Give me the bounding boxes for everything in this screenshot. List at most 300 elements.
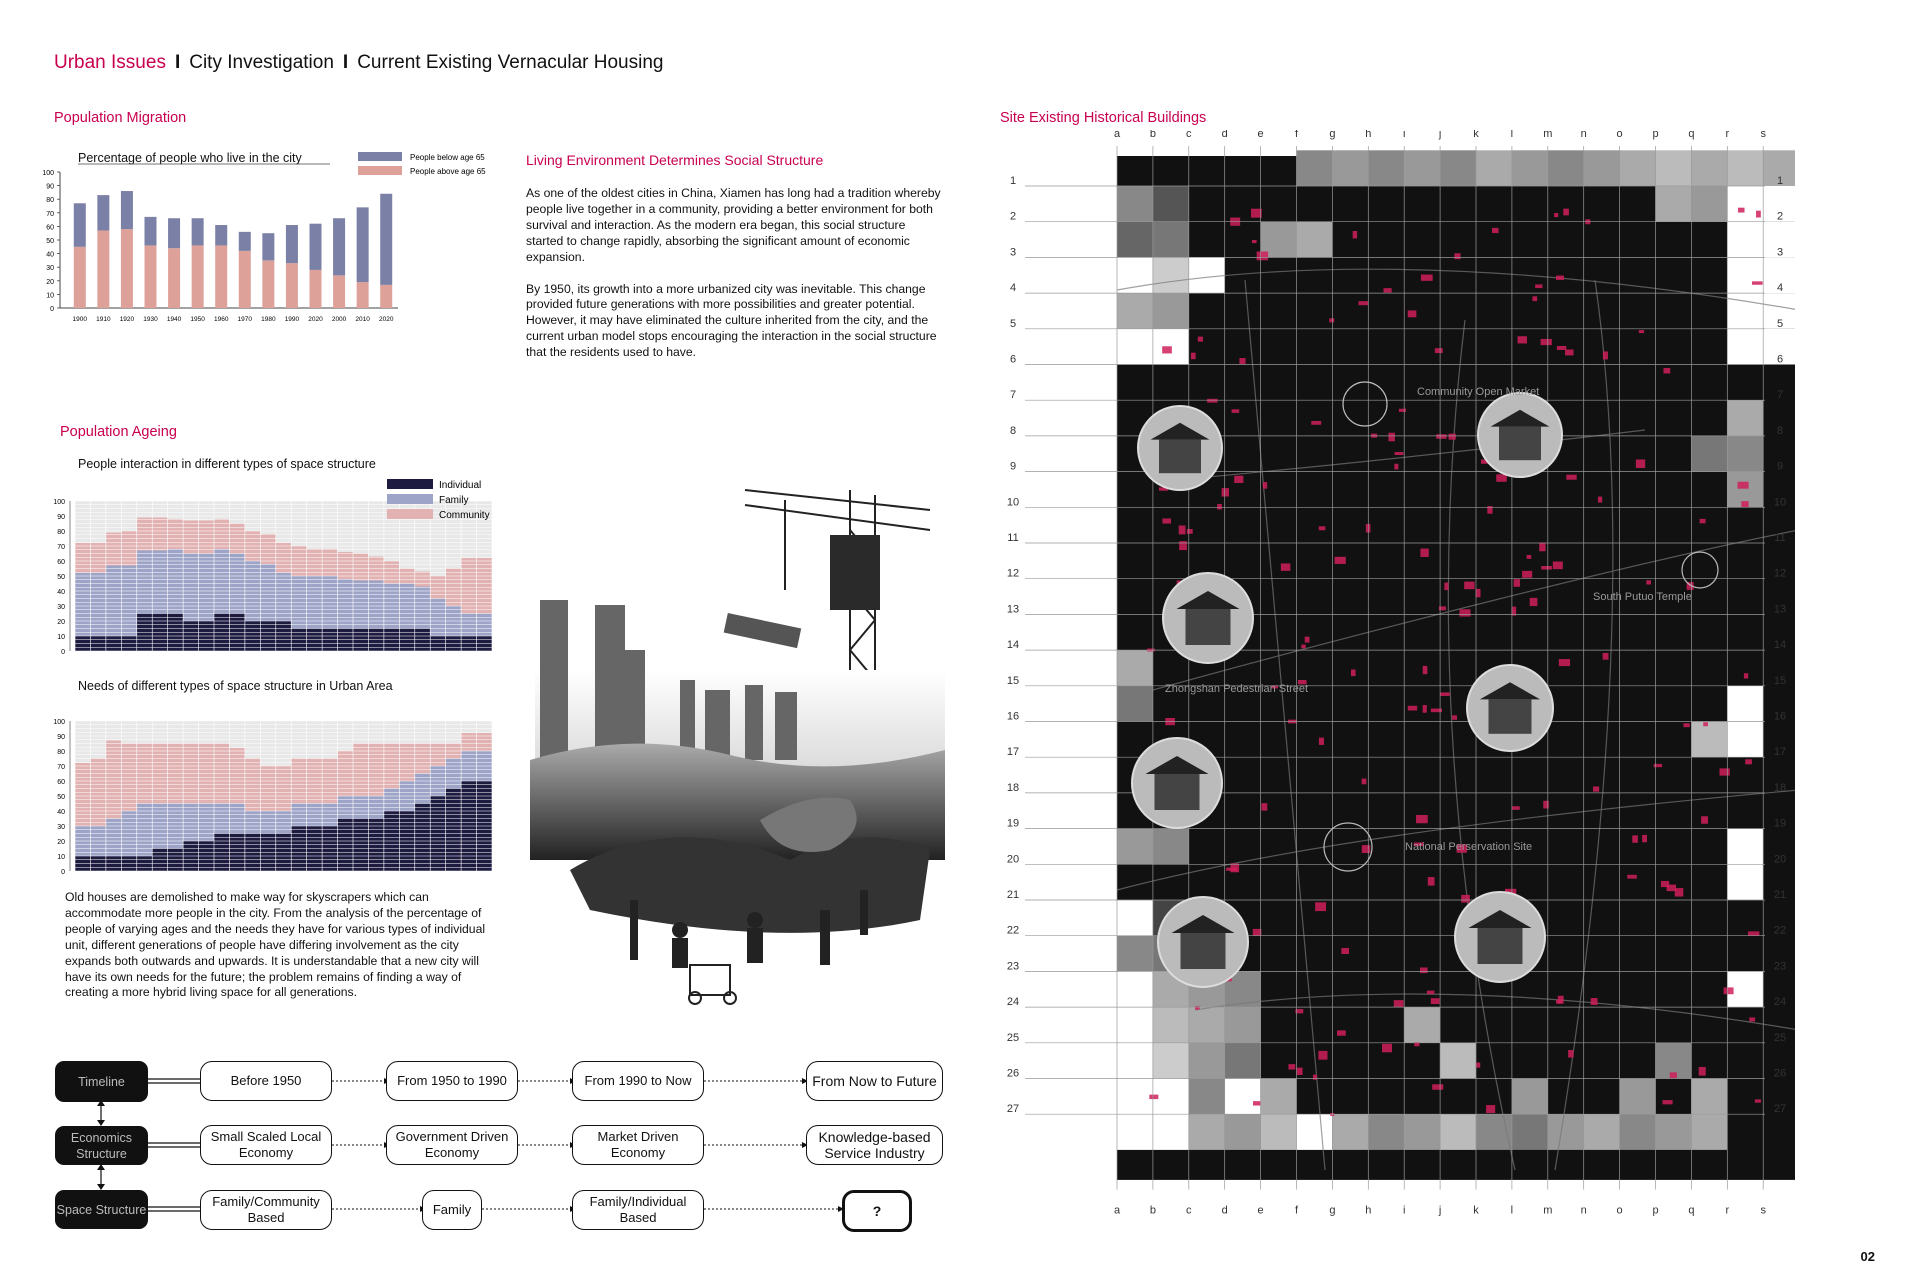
map-grid-cell xyxy=(1189,1007,1225,1043)
y-tick-label: 40 xyxy=(57,589,65,596)
area-cell-community xyxy=(121,531,136,566)
area-cell-family xyxy=(152,551,167,614)
area-cell-empty xyxy=(106,501,121,533)
map-grid-cell xyxy=(1117,936,1153,972)
area-cell-community xyxy=(229,748,244,804)
y-tick-label: 60 xyxy=(46,224,54,232)
bar-below-65 xyxy=(168,218,180,248)
y-tick-label: 10 xyxy=(46,292,54,300)
y-tick-label: 0 xyxy=(50,306,54,313)
economics-market: Market Driven Economy xyxy=(572,1125,704,1165)
row-label-right: 9 xyxy=(1776,460,1784,473)
historical-building-photo xyxy=(1478,393,1562,477)
column-label-top: e xyxy=(1257,130,1264,140)
bar-above-65 xyxy=(286,263,298,308)
row-label-left: 20 xyxy=(1006,853,1020,866)
area-cell-empty xyxy=(477,721,492,733)
map-grid-cell xyxy=(1153,186,1189,222)
bar-below-65 xyxy=(262,233,274,260)
map-grid-cell xyxy=(1117,1079,1153,1115)
map-grid-cell xyxy=(1261,1079,1297,1115)
historical-building-photo xyxy=(1158,897,1248,987)
bar-above-65 xyxy=(121,229,133,308)
y-tick-label: 80 xyxy=(57,529,65,536)
map-grid-cell xyxy=(1656,186,1692,222)
bar-above-65 xyxy=(262,260,274,308)
row-label-right: 2 xyxy=(1776,210,1784,223)
map-grid-cell xyxy=(1153,829,1189,865)
y-tick-label: 100 xyxy=(53,499,65,506)
ageing-paragraph: Old houses are demolished to make way for skyscrapers which can accommodate more people in the city. From the analysis of the percentage of people of varying ages and the needs they have for various types of individual unit, different generations of people have differing involvement as the city expands both outwards and upwards. It is understandable that a new city will have its own needs for the future; the problem remains of finding a way of creating a more hybrid living space for all generations. xyxy=(65,890,486,1000)
economics-small-scaled: Small Scaled Local Economy xyxy=(200,1125,332,1165)
economics-knowledge: Knowledge-based Service Industry xyxy=(806,1125,943,1165)
breadcrumb-city-investigation: City Investigation xyxy=(189,52,334,73)
migration-bar-chart xyxy=(30,145,510,400)
migration-chart-title: Percentage of people who live in the city xyxy=(78,151,302,165)
area-cell-family xyxy=(214,549,229,614)
bar-above-65 xyxy=(97,230,109,308)
legend-label-above-65: People above age 65 xyxy=(410,167,486,176)
y-tick-label: 70 xyxy=(57,544,65,551)
legend-label-community: Community xyxy=(439,510,490,521)
row-label-right: 5 xyxy=(1776,317,1784,330)
map-grid-cell xyxy=(1620,150,1656,186)
bar-above-65 xyxy=(74,247,86,308)
bar-below-65 xyxy=(286,225,298,263)
area-cell-community xyxy=(183,521,198,554)
map-grid-cell xyxy=(1548,150,1584,186)
area-cell-empty xyxy=(199,501,214,521)
map-grid-cell xyxy=(1189,1043,1225,1079)
page-number: 02 xyxy=(1860,1249,1875,1264)
row-label-right: 20 xyxy=(1773,853,1787,866)
cell-grid-lines xyxy=(75,721,492,871)
legend-label-individual: Individual xyxy=(439,480,482,491)
map-grid-cell xyxy=(1584,150,1620,186)
map-grid-cell xyxy=(1153,293,1189,329)
column-label-top: a xyxy=(1113,130,1121,140)
x-tick-label: 1920 xyxy=(119,316,135,323)
population-migration-heading: Population Migration xyxy=(54,110,187,126)
legend-swatch-family xyxy=(387,494,433,504)
y-tick-label: 50 xyxy=(46,238,54,245)
column-label-top: q xyxy=(1688,130,1695,140)
column-label-top: s xyxy=(1760,130,1766,140)
map-grid-cell xyxy=(1440,1114,1476,1150)
map-grid-cell xyxy=(1404,150,1440,186)
historical-building-photo xyxy=(1163,573,1253,663)
y-tick-label: 90 xyxy=(57,514,65,521)
x-tick-label: 2020 xyxy=(378,316,394,323)
column-label-bottom: k xyxy=(1473,1204,1479,1217)
legend-swatch-above-65 xyxy=(358,166,402,175)
x-tick-label: 1900 xyxy=(72,316,88,323)
map-grid-cell xyxy=(1476,150,1512,186)
area-cell-empty xyxy=(276,501,291,543)
area-cell-community xyxy=(477,558,492,614)
map-grid-cell xyxy=(1691,150,1727,186)
map-grid-cell xyxy=(1727,150,1763,186)
bar-above-65 xyxy=(239,251,251,308)
bar-above-65 xyxy=(310,270,322,308)
y-tick-label: 90 xyxy=(46,183,54,191)
map-grid-cell xyxy=(1727,722,1763,758)
living-environment-paragraph-2: By 1950, its growth into a more urbanized city was inevitable. This change provided future generations with more possibilities and greater potential. However, it may have eliminated the culture inherited from the city, and the current urban model stops encouraging the interaction in the social structure that the residents used to have. xyxy=(526,281,937,360)
column-label-top: f xyxy=(1294,130,1299,140)
map-grid-cell xyxy=(1117,186,1153,222)
row-label-left: 19 xyxy=(1006,817,1020,830)
population-ageing-heading: Population Ageing xyxy=(60,424,177,440)
header-separator: I xyxy=(174,52,181,73)
bar-below-65 xyxy=(121,191,133,229)
area-cell-community xyxy=(106,741,121,819)
site-map-grid xyxy=(995,130,1795,1240)
y-tick-label: 30 xyxy=(57,824,65,831)
timeline-now-future: From Now to Future xyxy=(806,1061,943,1101)
map-grid-cell xyxy=(1117,1043,1153,1079)
bar-below-65 xyxy=(239,232,251,251)
map-grid-cell xyxy=(1117,222,1153,258)
map-grid-cell xyxy=(1368,1114,1404,1150)
map-grid-cell xyxy=(1117,1007,1153,1043)
cell-grid-lines xyxy=(75,501,492,651)
bar-below-65 xyxy=(215,225,227,245)
area-cell-empty xyxy=(90,501,105,543)
crane-cab xyxy=(830,535,880,610)
row-label-left: 3 xyxy=(1009,246,1017,259)
map-grid-cell xyxy=(1297,1114,1333,1150)
map-grid-cell xyxy=(1153,1007,1189,1043)
area-cell-family xyxy=(415,587,430,629)
row-label-right: 3 xyxy=(1776,246,1784,259)
column-label-bottom: o xyxy=(1616,1204,1623,1217)
area-cell-empty xyxy=(368,501,383,557)
map-grid-cell xyxy=(1117,650,1153,686)
x-tick-label: 2000 xyxy=(331,316,347,323)
city-collage-image xyxy=(530,470,945,1010)
map-grid-cell xyxy=(1620,1114,1656,1150)
row-label-right: 11 xyxy=(1774,532,1786,544)
flow-label-timeline: Timeline xyxy=(55,1061,148,1102)
map-grid-cell xyxy=(1512,1079,1548,1115)
map-grid-cell xyxy=(1225,1114,1261,1150)
flow-label-economics: Economics Structure xyxy=(55,1126,148,1165)
map-grid-cell xyxy=(1297,150,1333,186)
x-tick-label: 1910 xyxy=(96,316,111,323)
row-label-left: 12 xyxy=(1006,567,1020,580)
map-label: South Putuo Temple xyxy=(1593,591,1692,603)
y-tick-label: 100 xyxy=(42,170,54,177)
row-label-left: 10 xyxy=(1006,496,1020,509)
historical-building-photo xyxy=(1467,665,1553,751)
row-label-left: 23 xyxy=(1006,960,1020,973)
bar-below-65 xyxy=(192,218,204,245)
y-tick-label: 10 xyxy=(57,634,65,641)
map-grid-cell xyxy=(1727,400,1763,436)
map-grid-cell xyxy=(1620,1079,1656,1115)
legend-swatch-community xyxy=(387,509,433,519)
row-label-right: 26 xyxy=(1773,1067,1787,1080)
row-label-left: 6 xyxy=(1009,353,1017,366)
x-tick-label: 1980 xyxy=(261,316,276,323)
row-label-left: 8 xyxy=(1009,424,1017,437)
space-family-community: Family/Community Based xyxy=(200,1190,332,1230)
area-cell-family xyxy=(90,573,105,636)
timeline-1990-now: From 1990 to Now xyxy=(572,1061,704,1101)
area-cell-empty xyxy=(152,501,167,518)
row-label-left: 16 xyxy=(1006,710,1020,723)
row-label-left: 14 xyxy=(1006,639,1020,652)
map-grid-cell xyxy=(1153,1114,1189,1150)
row-label-right: 4 xyxy=(1776,282,1784,295)
header-separator: I xyxy=(342,52,349,73)
map-grid-cell xyxy=(1727,329,1763,365)
bar-below-65 xyxy=(380,194,392,285)
column-label-bottom: h xyxy=(1365,1204,1372,1217)
living-environment-paragraph-1: As one of the oldest cities in China, Xiamen has long had a tradition whereby people live together in a community, providing a better environment for both survival and interaction. As the modern era began, this social structure started to change rapidly, absorbing the significant amount of economic expansion. xyxy=(526,186,941,264)
space-family-individual: Family/Individual Based xyxy=(572,1190,704,1230)
area-cell-family xyxy=(75,573,90,636)
header-title: Urban Issues xyxy=(54,52,166,73)
column-label-bottom: n xyxy=(1580,1204,1587,1217)
legend-swatch-below-65 xyxy=(358,152,402,161)
row-label-right: 18 xyxy=(1773,781,1787,794)
bar-below-65 xyxy=(74,203,86,247)
y-tick-label: 60 xyxy=(57,779,65,786)
map-grid-cell xyxy=(1225,1079,1261,1115)
row-label-left: 26 xyxy=(1006,1067,1020,1080)
x-tick-label: 1960 xyxy=(213,316,229,323)
column-label-bottom: s xyxy=(1760,1204,1766,1217)
row-label-left: 22 xyxy=(1006,924,1020,937)
area-cell-community xyxy=(106,533,121,566)
map-grid-cell xyxy=(1117,329,1153,365)
column-label-top: i xyxy=(1402,130,1406,140)
area-cell-community xyxy=(137,518,152,551)
row-label-left: 25 xyxy=(1006,1031,1020,1044)
space-family: Family xyxy=(422,1190,482,1230)
timeline-1950-1990: From 1950 to 1990 xyxy=(386,1061,518,1101)
column-label-top: d xyxy=(1221,130,1228,140)
historical-building-photo xyxy=(1138,406,1222,490)
map-grid-cell xyxy=(1404,1114,1440,1150)
area-cell-community xyxy=(152,518,167,551)
historical-building-photo xyxy=(1132,738,1222,828)
column-label-top: b xyxy=(1149,130,1156,140)
row-label-right: 24 xyxy=(1773,996,1787,1009)
timeline-before-1950: Before 1950 xyxy=(200,1061,332,1101)
x-tick-label: 2020 xyxy=(308,316,323,323)
area-cell-community xyxy=(199,521,214,554)
y-tick-label: 10 xyxy=(57,854,65,861)
column-label-bottom: m xyxy=(1543,1204,1553,1217)
column-label-bottom: b xyxy=(1149,1204,1156,1217)
map-grid-cell xyxy=(1584,1114,1620,1150)
row-label-left: 4 xyxy=(1009,282,1017,295)
area-cell-family xyxy=(137,551,152,614)
column-label-top: k xyxy=(1473,130,1479,140)
row-label-left: 5 xyxy=(1009,317,1017,330)
area-cell-empty xyxy=(183,501,198,521)
map-grid-cell xyxy=(1332,1114,1368,1150)
area-cell-empty xyxy=(461,721,476,733)
row-label-left: 27 xyxy=(1006,1103,1020,1116)
area-cell-community xyxy=(461,558,476,614)
map-grid-cell xyxy=(1332,150,1368,186)
map-grid-cell xyxy=(1368,150,1404,186)
legend-label-below-65: People below age 65 xyxy=(410,153,485,162)
row-label-left: 13 xyxy=(1006,603,1020,616)
column-label-bottom: j xyxy=(1438,1204,1442,1217)
map-grid-cell xyxy=(1189,257,1225,293)
x-tick-label: 1950 xyxy=(190,316,205,323)
column-label-top: r xyxy=(1725,130,1730,140)
area-cell-empty xyxy=(260,501,275,534)
legend-swatch-individual xyxy=(387,479,433,489)
bar-below-65 xyxy=(310,224,322,270)
map-grid-cell xyxy=(1297,222,1333,258)
bar-above-65 xyxy=(333,275,345,308)
map-grid-cell xyxy=(1691,186,1727,222)
row-label-right: 15 xyxy=(1773,674,1787,687)
column-label-top: h xyxy=(1365,130,1372,140)
x-tick-label: 1930 xyxy=(143,316,158,323)
map-grid-cell xyxy=(1225,1043,1261,1079)
row-label-right: 25 xyxy=(1773,1031,1787,1044)
bar-above-65 xyxy=(168,248,180,308)
space-future-unknown: ? xyxy=(842,1190,912,1232)
column-label-top: g xyxy=(1329,130,1336,140)
bar-below-65 xyxy=(97,195,109,230)
row-label-right: 7 xyxy=(1776,389,1784,402)
site-heading: Site Existing Historical Buildings xyxy=(1000,110,1207,126)
y-tick-label: 20 xyxy=(46,278,54,286)
bar-above-65 xyxy=(380,285,392,308)
map-grid-cell xyxy=(1727,222,1763,258)
area-cell-community xyxy=(415,572,430,587)
map-grid-cell xyxy=(1691,1114,1727,1150)
row-label-left: 7 xyxy=(1009,389,1017,402)
column-label-top: l xyxy=(1510,130,1514,140)
area-cell-empty xyxy=(106,721,121,741)
map-grid-cell xyxy=(1512,150,1548,186)
historical-building-photo xyxy=(1455,892,1545,982)
interaction-area-chart xyxy=(30,472,510,662)
living-environment-heading: Living Environment Determines Social Structure xyxy=(526,152,824,168)
row-label-right: 27 xyxy=(1773,1103,1787,1116)
map-grid-cell xyxy=(1727,829,1763,865)
map-grid-cell xyxy=(1117,293,1153,329)
map-grid-cell xyxy=(1440,1043,1476,1079)
y-tick-label: 50 xyxy=(57,794,65,801)
column-label-bottom: q xyxy=(1688,1204,1695,1217)
y-tick-label: 20 xyxy=(57,619,65,626)
legend-label-family: Family xyxy=(439,495,469,506)
row-label-right: 23 xyxy=(1773,960,1787,973)
map-grid-cell xyxy=(1727,293,1763,329)
row-label-right: 1 xyxy=(1776,175,1784,187)
row-label-right: 22 xyxy=(1773,924,1787,937)
column-label-bottom: p xyxy=(1652,1204,1659,1217)
x-tick-label: 1940 xyxy=(166,316,182,323)
y-tick-label: 30 xyxy=(57,604,65,611)
y-tick-label: 70 xyxy=(46,210,54,218)
map-grid-cell xyxy=(1117,1114,1153,1150)
column-label-bottom: r xyxy=(1725,1204,1730,1217)
column-label-bottom: d xyxy=(1221,1204,1228,1217)
area-cell-empty xyxy=(137,501,152,518)
y-tick-label: 80 xyxy=(46,197,54,205)
map-label: National Perservation Site xyxy=(1405,841,1533,853)
column-label-top: j xyxy=(1438,130,1442,140)
map-grid-cell xyxy=(1153,222,1189,258)
y-tick-label: 80 xyxy=(57,749,65,756)
map-grid-cell xyxy=(1656,150,1692,186)
y-tick-label: 90 xyxy=(57,734,65,741)
row-label-right: 16 xyxy=(1773,710,1787,723)
row-label-right: 12 xyxy=(1773,567,1787,580)
economics-government: Government Driven Economy xyxy=(386,1125,518,1165)
map-grid-cell xyxy=(1189,1114,1225,1150)
row-label-left: 21 xyxy=(1006,889,1020,901)
map-grid-cell xyxy=(1117,900,1153,936)
row-label-right: 13 xyxy=(1773,603,1787,616)
y-tick-label: 50 xyxy=(57,574,65,581)
map-grid-cell xyxy=(1727,686,1763,722)
row-label-right: 14 xyxy=(1773,639,1787,652)
row-label-right: 17 xyxy=(1773,746,1787,759)
row-label-left: 24 xyxy=(1006,996,1020,1009)
x-tick-label: 1990 xyxy=(284,316,300,323)
column-label-bottom: l xyxy=(1510,1204,1514,1217)
bar-above-65 xyxy=(215,245,227,308)
row-label-left: 15 xyxy=(1006,674,1020,687)
map-grid-cell xyxy=(1727,257,1763,293)
row-label-right: 8 xyxy=(1776,424,1784,437)
column-label-bottom: c xyxy=(1186,1204,1192,1217)
column-label-top: n xyxy=(1580,130,1587,140)
area-cell-empty xyxy=(75,721,90,763)
row-label-right: 6 xyxy=(1776,353,1784,366)
area-cell-community xyxy=(338,552,353,579)
column-label-bottom: e xyxy=(1257,1204,1264,1217)
bar-above-65 xyxy=(192,245,204,308)
map-grid-cell xyxy=(1117,829,1153,865)
area-cell-family xyxy=(168,549,183,614)
bar-above-65 xyxy=(145,245,157,308)
map-grid-cell xyxy=(1656,1114,1692,1150)
column-label-top: o xyxy=(1616,130,1623,140)
area-cell-empty xyxy=(75,501,90,543)
bar-above-65 xyxy=(357,282,369,308)
row-label-left: 17 xyxy=(1006,746,1020,759)
page-header xyxy=(54,52,663,74)
area-cell-community xyxy=(75,763,90,826)
column-label-bottom: i xyxy=(1402,1204,1406,1217)
map-grid-cell xyxy=(1117,971,1153,1007)
bar-below-65 xyxy=(357,207,369,282)
map-grid-cell xyxy=(1691,1079,1727,1115)
flow-label-space: Space Structure xyxy=(55,1190,148,1229)
row-label-right: 19 xyxy=(1773,817,1787,830)
map-grid-cell xyxy=(1153,257,1189,293)
map-grid-cell xyxy=(1117,257,1153,293)
map-grid-cell xyxy=(1225,1007,1261,1043)
needs-area-chart xyxy=(30,692,510,882)
y-tick-label: 0 xyxy=(61,649,65,656)
map-grid-cell xyxy=(1153,1043,1189,1079)
y-tick-label: 40 xyxy=(46,251,54,259)
